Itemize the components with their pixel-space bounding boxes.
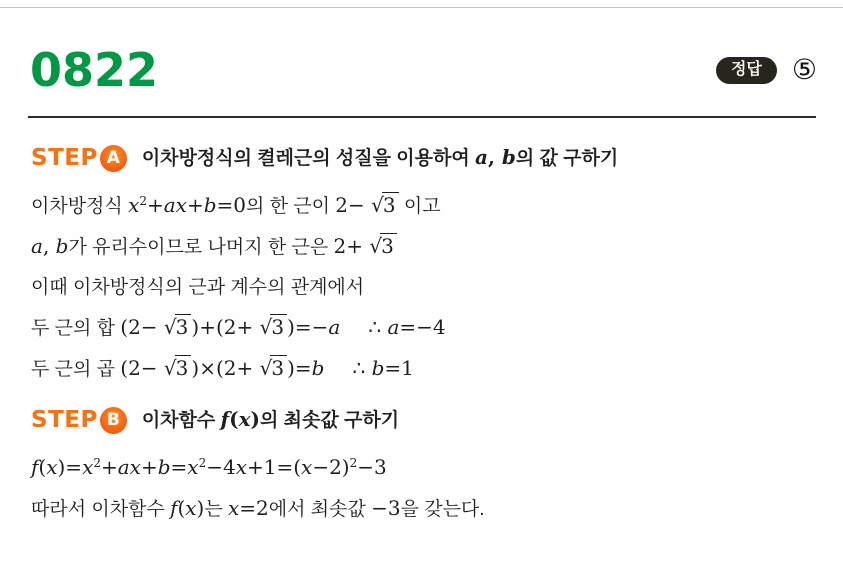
math-segment: )=− (287, 315, 329, 339)
math-segment: x (228, 496, 240, 520)
header (30, 43, 817, 97)
solution-line (31, 311, 827, 345)
math-segment: 2− (335, 193, 372, 217)
math-segment: + (146, 193, 164, 217)
math-segment: a (387, 315, 400, 339)
math-segment: 2+ (333, 234, 370, 258)
text-segment: 이고 (398, 196, 441, 217)
top-edge-rule (0, 7, 843, 8)
text-segment: 의 한 근이 (246, 196, 336, 217)
math-segment: x (82, 455, 94, 479)
math-segment: ( (229, 407, 239, 431)
math-segment: (2− (120, 315, 164, 339)
answer-badge: 정답 (716, 57, 777, 84)
superscript: 2 (139, 194, 147, 208)
radicand: 3 (175, 314, 192, 339)
text-segment: 이때 이차방정식의 근과 계수의 관계에서 (31, 277, 365, 298)
radicand: 3 (175, 355, 192, 380)
math-segment: a (328, 315, 341, 339)
step-title (142, 406, 399, 434)
step-heading-b (31, 406, 827, 434)
math-segment: x (128, 193, 140, 217)
solution-line (31, 447, 827, 485)
math-segment: b (157, 455, 171, 479)
text-segment: 가 유리수이므로 나머지 한 근은 (68, 237, 334, 258)
text-segment: 는 (204, 499, 228, 520)
radical-sign: √ (163, 315, 176, 339)
solution-line (31, 492, 827, 526)
math-segment: f (170, 496, 178, 520)
radicand: 3 (270, 314, 287, 339)
math-segment: (2− (120, 356, 164, 380)
math-segment: ) (196, 496, 205, 520)
sqrt-expression (164, 315, 191, 339)
math-segment: + (140, 455, 158, 479)
radical-sign: √ (371, 193, 383, 217)
text-segment: 에서 최솟값 (268, 499, 372, 520)
math-segment: ( (38, 455, 47, 479)
math-segment: −2) (312, 455, 350, 479)
step-label: STEP (31, 407, 98, 433)
math-segment: , (42, 234, 56, 258)
math-segment: x (185, 496, 197, 520)
radicand: 3 (382, 192, 399, 217)
step-label: STEP (31, 145, 98, 171)
math-segment: x (235, 455, 247, 479)
superscript: 2 (198, 456, 207, 470)
step-title (142, 144, 618, 172)
text-segment: 따라서 이차함수 (31, 499, 171, 520)
header-divider (28, 116, 816, 118)
math-segment: x (301, 455, 313, 479)
step-letter-badge: B (100, 407, 127, 434)
math-segment: +1=( (246, 455, 302, 479)
radical-sign: √ (259, 315, 272, 339)
superscript: 2 (349, 456, 358, 470)
math-segment: −4 (206, 455, 236, 479)
math-segment: ∴ (352, 356, 372, 380)
text-segment: 의 최솟값 구하기 (260, 410, 400, 431)
step-heading-a (31, 144, 827, 172)
math-segment: b (501, 145, 516, 169)
math-segment: b (371, 356, 385, 380)
math-segment: x (238, 407, 251, 431)
math-segment: + (186, 193, 204, 217)
sqrt-expression (260, 315, 287, 339)
text-segment: 두 근의 합 (31, 318, 121, 339)
text-segment: 이차함수 (141, 410, 221, 431)
solution-line (31, 271, 827, 304)
step-letter-badge: A (100, 145, 127, 172)
solution-line (31, 230, 827, 264)
math-segment: )+(2+ (191, 315, 260, 339)
answer-choice-number: ⑤ (791, 54, 817, 85)
text-segment: 이차방정식의 켤레근의 성질을 이용하여 (141, 148, 475, 169)
math-segment: = (170, 455, 188, 479)
text-segment: 이차방정식 (31, 196, 129, 217)
math-segment: ( (177, 496, 186, 520)
math-segment: x (46, 455, 58, 479)
sqrt-expression (369, 234, 396, 258)
math-segment: a (31, 234, 43, 258)
radicand: 3 (270, 355, 287, 380)
math-segment: ax (117, 455, 141, 479)
math-segment: , (487, 145, 502, 169)
solution-line (31, 352, 827, 386)
sqrt-expression (260, 356, 287, 380)
radicand: 3 (380, 233, 397, 258)
solution-line (31, 185, 827, 223)
math-segment: =1 (384, 356, 414, 380)
solution-content (31, 140, 827, 533)
math-segment: =−4 (399, 315, 446, 339)
math-segment: −3 (371, 496, 401, 520)
sqrt-expression (371, 193, 398, 217)
math-segment: b (55, 234, 69, 258)
math-segment: f (31, 455, 39, 479)
math-segment: f (220, 407, 230, 431)
radical-sign: √ (163, 356, 176, 380)
math-segment: b (203, 193, 217, 217)
text-segment: 을 갖는다. (400, 499, 485, 520)
math-segment: =2 (239, 496, 269, 520)
header-right (716, 56, 817, 84)
math-segment: −3 (357, 455, 387, 479)
text-segment: 의 값 구하기 (515, 148, 619, 169)
math-segment: x (187, 455, 199, 479)
superscript: 2 (93, 456, 101, 470)
math-segment: )= (57, 455, 83, 479)
radical-sign: √ (369, 234, 382, 258)
math-segment: ax (163, 193, 187, 217)
problem-number: 0822 (30, 43, 159, 97)
text-segment: 두 근의 곱 (31, 359, 121, 380)
math-segment: + (100, 455, 118, 479)
math-segment: )= (287, 356, 312, 380)
math-segment: a (474, 145, 488, 169)
sqrt-expression (164, 356, 191, 380)
radical-sign: √ (259, 356, 272, 380)
math-segment: =0 (216, 193, 247, 217)
math-segment: b (311, 356, 325, 380)
math-segment: ) (250, 407, 261, 431)
math-segment: ∴ (368, 315, 388, 339)
math-segment: )×(2+ (191, 356, 260, 380)
